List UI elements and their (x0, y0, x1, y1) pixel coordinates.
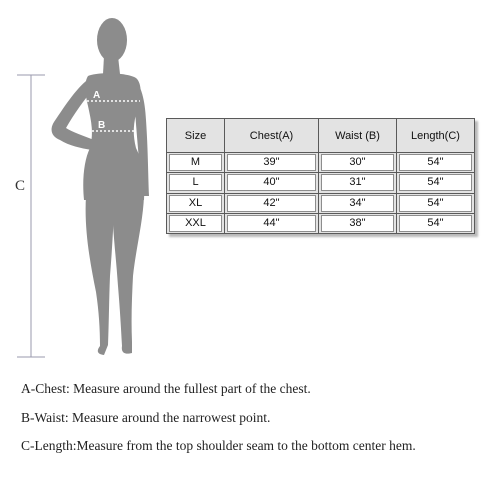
chest-cell: 44" (225, 213, 319, 233)
length-instruction: C-Length:Measure from the top shoulder seam to the bottom center hem. (21, 438, 416, 453)
waist-cell: 34" (319, 193, 397, 213)
length-cell: 54" (397, 193, 475, 213)
size-cell: XL (167, 193, 225, 213)
table-row (167, 213, 475, 233)
waist-cell: 38" (319, 213, 397, 233)
waist-cell: 31" (319, 173, 397, 193)
header-waist: Waist (B) (319, 119, 397, 153)
header-size: Size (167, 119, 225, 153)
table-row (167, 193, 475, 213)
table-row (167, 173, 475, 193)
mannequin-silhouette (52, 18, 149, 355)
length-cell: 54" (397, 173, 475, 193)
chest-instruction: A-Chest: Measure around the fullest part of the chest. (21, 381, 311, 396)
length-cell: 54" (397, 153, 475, 173)
table-row (167, 153, 475, 173)
header-length: Length(C) (397, 119, 475, 153)
table-header-row (167, 119, 475, 153)
size-cell: M (167, 153, 225, 173)
size-cell: XXL (167, 213, 225, 233)
chest-cell: 40" (225, 173, 319, 193)
waist-marker-label: B (98, 120, 106, 131)
size-cell: L (167, 173, 225, 193)
length-cell: 54" (397, 213, 475, 233)
header-chest: Chest(A) (225, 119, 319, 153)
length-marker-label: C (14, 178, 25, 194)
chest-cell: 39" (225, 153, 319, 173)
waist-cell: 30" (319, 153, 397, 173)
chest-cell: 42" (225, 193, 319, 213)
chest-marker-label: A (93, 90, 101, 101)
size-chart-table (166, 118, 475, 234)
waist-instruction: B-Waist: Measure around the narrowest point. (21, 410, 271, 425)
